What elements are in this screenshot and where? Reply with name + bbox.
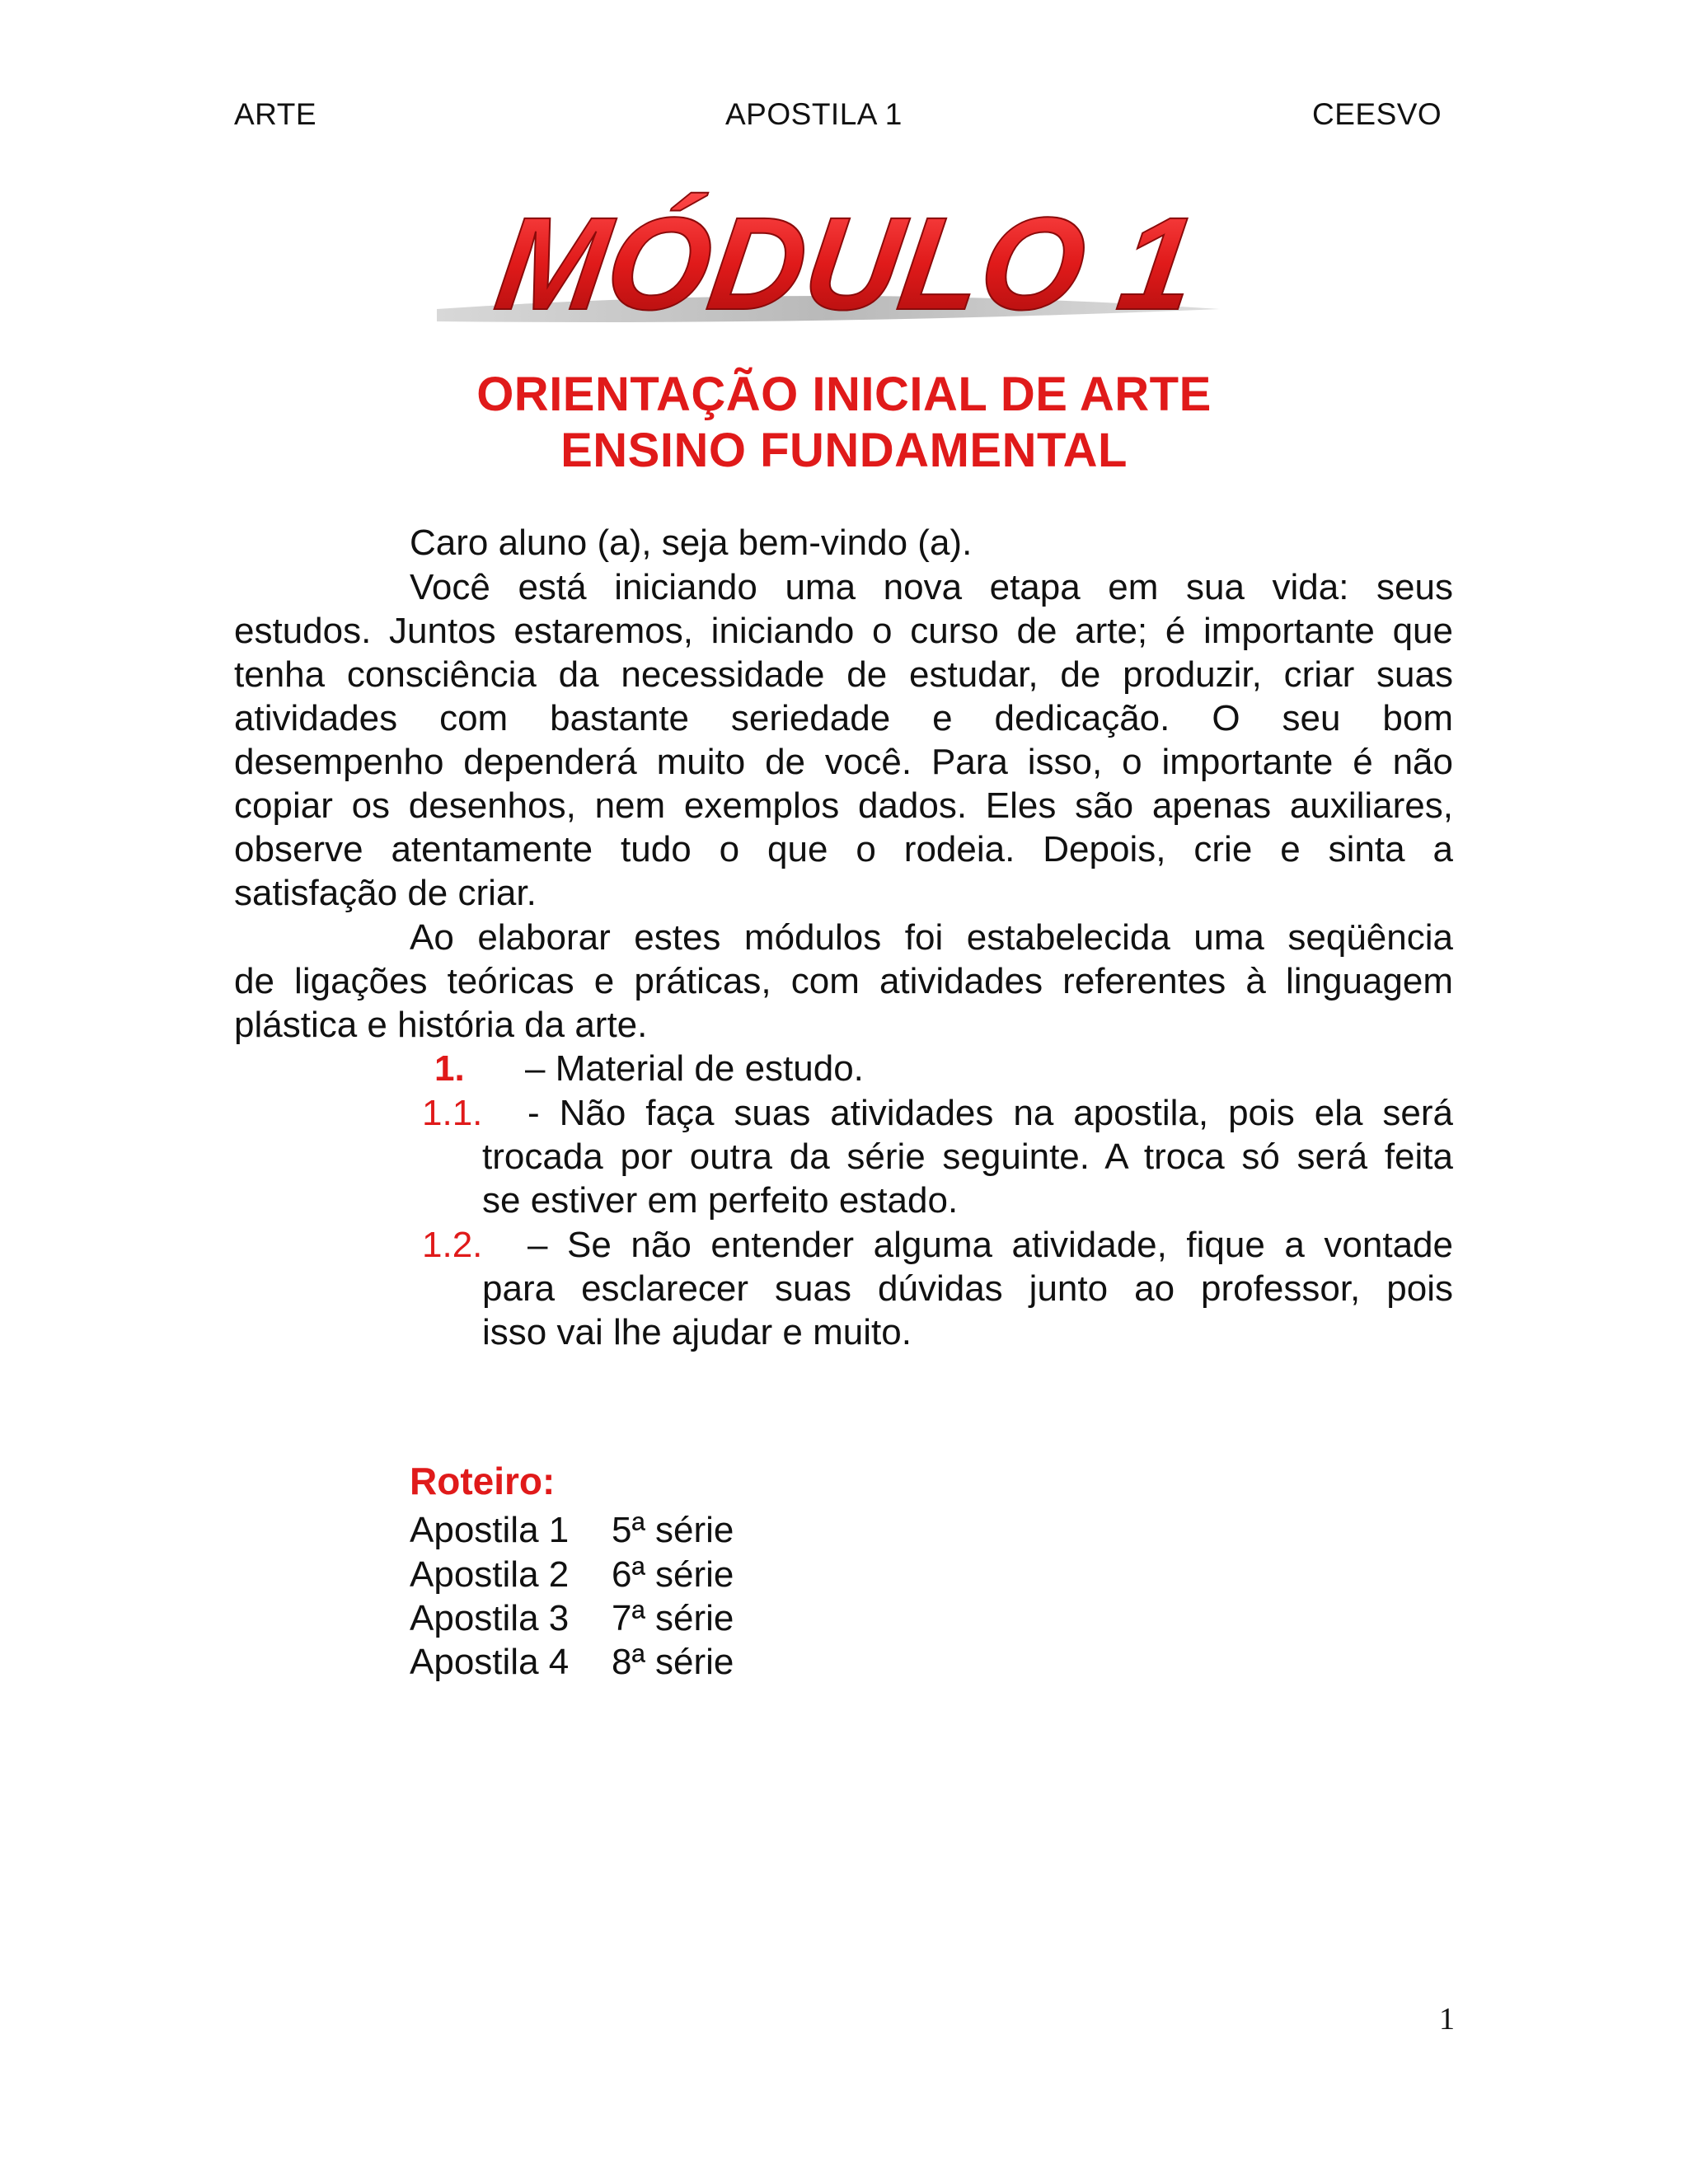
- paragraph1-line: atividades com bastante seriedade e dedicação. O seu bom: [234, 698, 1453, 738]
- header-center: APOSTILA 1: [725, 97, 903, 131]
- paragraph1-line: copiar os desenhos, nem exemplos dados. Eles são apenas auxiliares,: [234, 785, 1453, 826]
- paragraph2-last-line: plástica e história da arte.: [234, 1005, 648, 1045]
- modulo-logo: [429, 185, 1253, 342]
- roteiro-heading: Roteiro:: [410, 1460, 556, 1502]
- list-item-1-2-line: – Se não entender alguma atividade, fique a vontade: [528, 1225, 1453, 1265]
- list-item-1-2-line: para esclarecer suas dúvidas junto ao professor, pois: [482, 1268, 1453, 1309]
- paragraph1-last-line: satisfação de criar.: [234, 873, 537, 913]
- list-item-1-1-last-line: se estiver em perfeito estado.: [482, 1180, 959, 1221]
- logo-text: MÓDULO 1: [487, 190, 1205, 338]
- list-item-1-1-line: trocada por outra da série seguinte. A troca só será feita: [482, 1137, 1453, 1177]
- list-item-1-text: – Material de estudo.: [525, 1048, 864, 1089]
- roteiro-apostila: Apostila 3: [410, 1598, 570, 1638]
- list-item-1-1-line: - Não faça suas atividades na apostila, pois ela será: [528, 1093, 1453, 1133]
- roteiro-serie: 5ª série: [612, 1510, 734, 1550]
- roteiro-serie: 6ª série: [612, 1554, 734, 1595]
- roteiro-apostila: Apostila 4: [410, 1642, 570, 1682]
- roteiro-row: [410, 1508, 734, 1552]
- paragraph1-line: observe atentamente tudo o que o rodeia. Depois, crie e sinta a: [234, 829, 1453, 869]
- page-number: 1: [1439, 2002, 1455, 2036]
- title-line-2: ENSINO FUNDAMENTAL: [560, 424, 1128, 477]
- header-right: CEESVO: [1312, 97, 1442, 131]
- roteiro-apostila: Apostila 2: [410, 1554, 570, 1595]
- paragraph1-line: Você está iniciando uma nova etapa em sua vida: seus: [410, 567, 1453, 607]
- list-item-1-number: 1.: [434, 1048, 465, 1089]
- list-item-1-2-number: 1.2.: [422, 1225, 483, 1265]
- roteiro-serie: 7ª série: [612, 1598, 734, 1638]
- list-item-1-2-last-line: isso vai lhe ajudar e muito.: [482, 1312, 912, 1352]
- header-left: ARTE: [234, 97, 317, 131]
- paragraph1-line: tenha consciência da necessidade de estudar, de produzir, criar suas: [234, 654, 1453, 695]
- greeting: Caro aluno (a), seja bem-vindo (a).: [410, 523, 973, 563]
- roteiro-apostila: Apostila 1: [410, 1510, 570, 1550]
- paragraph2-line: de ligações teóricas e práticas, com atividades referentes à linguagem: [234, 961, 1453, 1001]
- roteiro-row: [410, 1553, 734, 1596]
- roteiro-serie: 8ª série: [612, 1642, 734, 1682]
- paragraph1-line: desempenho dependerá muito de você. Para isso, o importante é não: [234, 742, 1453, 782]
- list-item-1-1-number: 1.1.: [422, 1093, 483, 1133]
- roteiro-row: [410, 1640, 734, 1684]
- paragraph2-line: Ao elaborar estes módulos foi estabelecida uma seqüência: [410, 917, 1453, 958]
- title-line-1: ORIENTAÇÃO INICIAL DE ARTE: [476, 368, 1212, 421]
- roteiro-row: [410, 1596, 734, 1640]
- paragraph1-line: estudos. Juntos estaremos, iniciando o curso de arte; é importante que: [234, 611, 1453, 651]
